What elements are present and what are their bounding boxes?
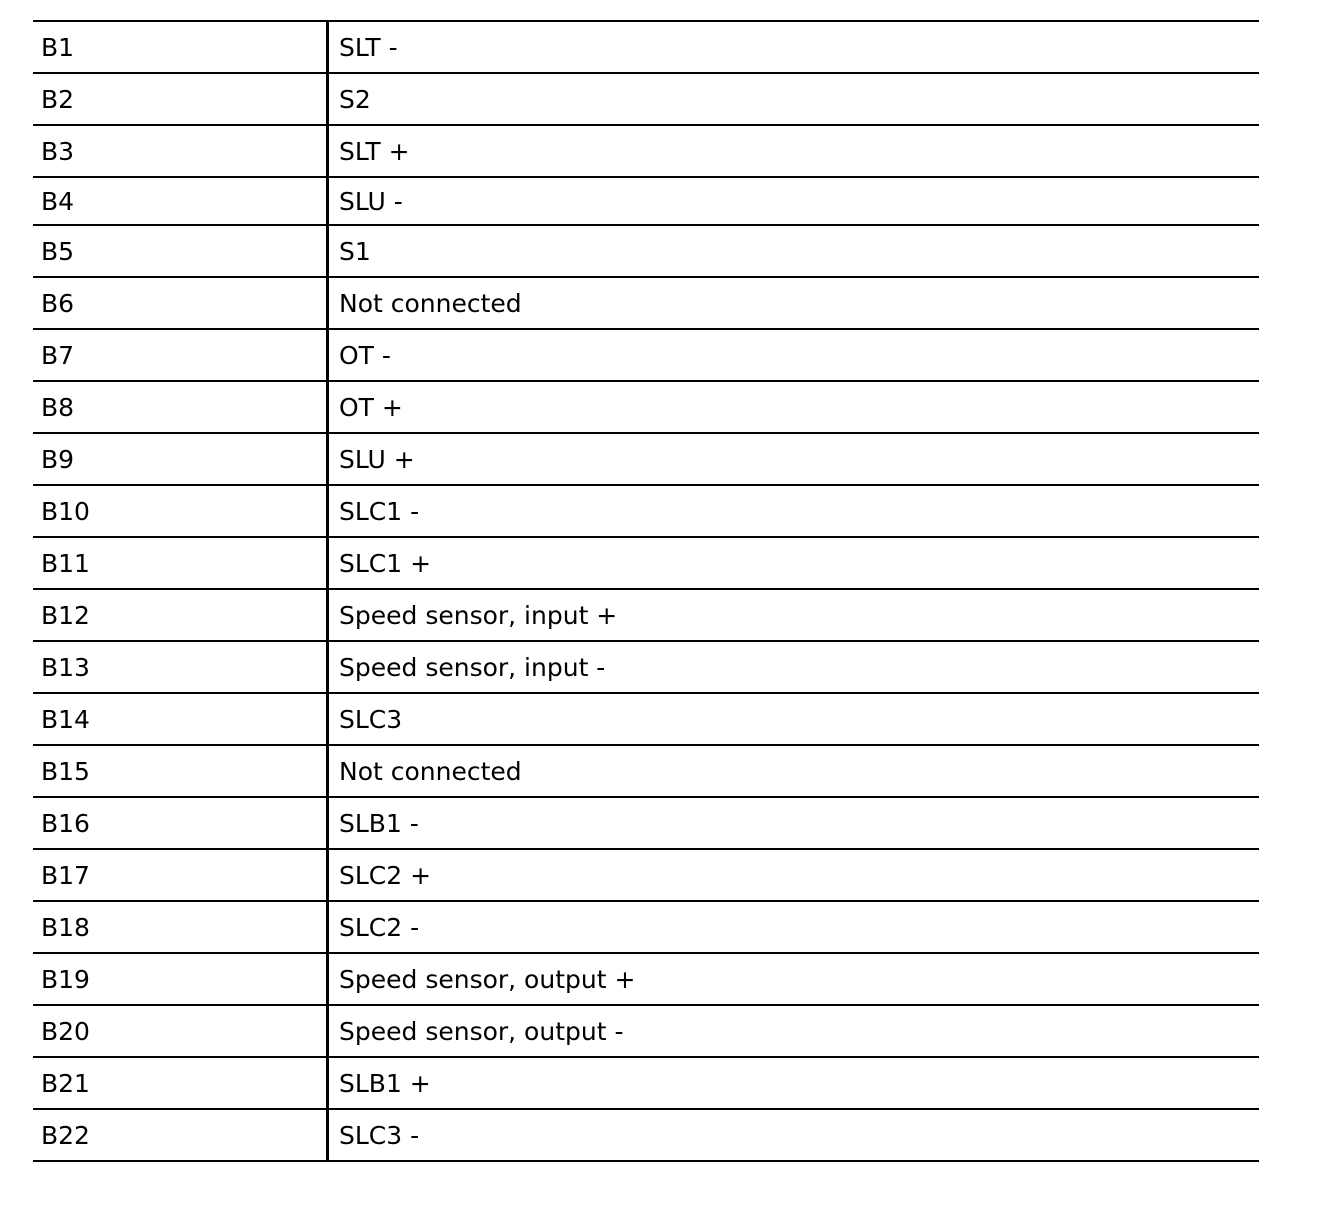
pin-cell: B1 xyxy=(33,21,328,73)
table-row xyxy=(33,277,1259,329)
table-row xyxy=(33,589,1259,641)
signal-cell: OT + xyxy=(328,381,1260,433)
pin-cell: B5 xyxy=(33,225,328,277)
table-row xyxy=(33,225,1259,277)
table-row xyxy=(33,901,1259,953)
table-row xyxy=(33,381,1259,433)
pin-assignment-table xyxy=(33,20,1259,1162)
pin-cell: B15 xyxy=(33,745,328,797)
table-row xyxy=(33,177,1259,225)
signal-cell: Speed sensor, input - xyxy=(328,641,1260,693)
signal-cell: S2 xyxy=(328,73,1260,125)
pin-cell: B7 xyxy=(33,329,328,381)
signal-cell: SLC3 - xyxy=(328,1109,1260,1161)
signal-cell: Speed sensor, output - xyxy=(328,1005,1260,1057)
table-row xyxy=(33,953,1259,1005)
table-row xyxy=(33,1109,1259,1161)
table-row xyxy=(33,797,1259,849)
pin-cell: B20 xyxy=(33,1005,328,1057)
pin-table-body xyxy=(33,21,1259,1161)
pin-cell: B22 xyxy=(33,1109,328,1161)
signal-cell: Not connected xyxy=(328,277,1260,329)
pin-cell: B2 xyxy=(33,73,328,125)
pin-cell: B8 xyxy=(33,381,328,433)
table-row xyxy=(33,485,1259,537)
pin-cell: B6 xyxy=(33,277,328,329)
pin-cell: B12 xyxy=(33,589,328,641)
pin-cell: B21 xyxy=(33,1057,328,1109)
pin-cell: B17 xyxy=(33,849,328,901)
table-row xyxy=(33,693,1259,745)
signal-cell: SLU - xyxy=(328,177,1260,225)
signal-cell: SLU + xyxy=(328,433,1260,485)
pin-cell: B16 xyxy=(33,797,328,849)
table-row xyxy=(33,433,1259,485)
signal-cell: SLT + xyxy=(328,125,1260,177)
signal-cell: Speed sensor, input + xyxy=(328,589,1260,641)
table-row xyxy=(33,73,1259,125)
table-row xyxy=(33,849,1259,901)
pin-cell: B10 xyxy=(33,485,328,537)
table-row xyxy=(33,329,1259,381)
signal-cell: Speed sensor, output + xyxy=(328,953,1260,1005)
table-row xyxy=(33,1057,1259,1109)
signal-cell: Not connected xyxy=(328,745,1260,797)
signal-cell: OT - xyxy=(328,329,1260,381)
pin-cell: B14 xyxy=(33,693,328,745)
pin-cell: B9 xyxy=(33,433,328,485)
signal-cell: SLB1 + xyxy=(328,1057,1260,1109)
pin-cell: B3 xyxy=(33,125,328,177)
pin-cell: B11 xyxy=(33,537,328,589)
pin-cell: B13 xyxy=(33,641,328,693)
table-row xyxy=(33,125,1259,177)
signal-cell: SLT - xyxy=(328,21,1260,73)
signal-cell: SLC1 - xyxy=(328,485,1260,537)
table-row xyxy=(33,641,1259,693)
signal-cell: SLC1 + xyxy=(328,537,1260,589)
signal-cell: SLB1 - xyxy=(328,797,1260,849)
signal-cell: SLC2 + xyxy=(328,849,1260,901)
table-row xyxy=(33,1005,1259,1057)
table-row xyxy=(33,745,1259,797)
signal-cell: SLC2 - xyxy=(328,901,1260,953)
signal-cell: S1 xyxy=(328,225,1260,277)
table-row xyxy=(33,21,1259,73)
table-row xyxy=(33,537,1259,589)
pin-cell: B19 xyxy=(33,953,328,1005)
pin-cell: B18 xyxy=(33,901,328,953)
signal-cell: SLC3 xyxy=(328,693,1260,745)
pin-cell: B4 xyxy=(33,177,328,225)
